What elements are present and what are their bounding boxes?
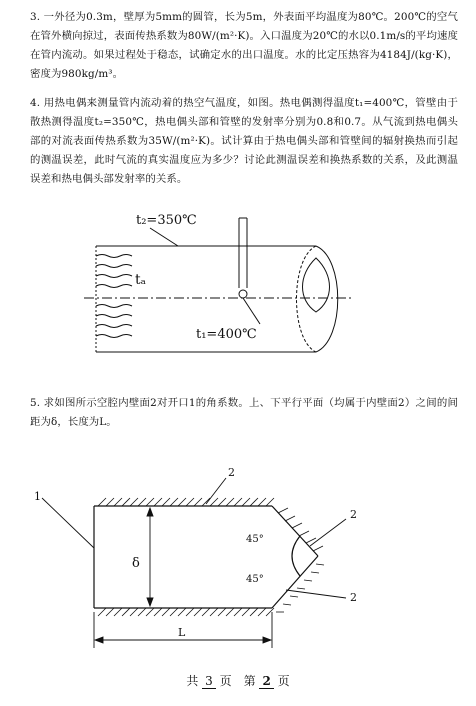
t2-label: t₂=350℃ — [136, 213, 197, 228]
label-2-upper-leader — [310, 519, 346, 546]
question-5: 5. 求如图所示空腔内壁面2对开口1的角系数。上、下平行平面（均属于内壁面2）之间的间距为δ，长度为L。 — [30, 397, 458, 428]
question-4: 4. 用热电偶来测量管内流动着的热空气温度，如图。热电偶测得温度t₁=400℃，管壁由于散热测得温度t₂=350℃，热电偶头部和管壁的发射率分别为0.8和0.7。从气流到热电偶头部的对流表面传热系数为35W/(m²·K)。试计算由于热电偶头部和管壁间的辐射换热而引起的测温误差，此时气流的真实温度应为多少？讨论此测温误差和换热系数的关系，及此测温误差和热电偶头部发射率的关系。 — [30, 97, 458, 185]
lower-slant-wall — [272, 556, 318, 608]
angle-upper-label: 45° — [246, 534, 264, 545]
label-2-top: 2 — [228, 466, 235, 479]
footer-total-pages: 3 — [202, 674, 216, 689]
label-1-leader — [42, 498, 94, 548]
upper-slant-wall — [272, 506, 318, 556]
page-footer — [0, 672, 476, 689]
label-2-right-lower: 2 — [350, 591, 357, 604]
footer-current-page: 2 — [259, 674, 273, 689]
footer-mid: 页 第 — [219, 674, 256, 688]
footer-suffix: 页 — [277, 674, 290, 688]
ta-label: tₐ — [135, 272, 147, 288]
label-2-right-upper: 2 — [350, 508, 357, 521]
angle-lower-label: 45° — [246, 574, 264, 585]
question-3: 3. 一外径为0.3m，壁厚为5mm的圆管，长为5m，外表面平均温度为80℃。200℃的空气在管外横向掠过，表面传热系数为80W/(m²·K)。入口温度为20℃的水以0.1m/s的平均速度在管内流动。如果过程处于稳态，试确定水的出口温度。水的比定压热容为4184J/(kg·K)，密度为980kg/m³。 — [30, 11, 458, 80]
delta-label: δ — [132, 556, 140, 571]
footer-prefix: 共 — [186, 674, 199, 688]
length-label: L — [178, 626, 186, 639]
label-1: 1 — [34, 490, 41, 503]
angle-arc — [292, 536, 300, 576]
t1-label: t₁=400℃ — [196, 327, 257, 342]
